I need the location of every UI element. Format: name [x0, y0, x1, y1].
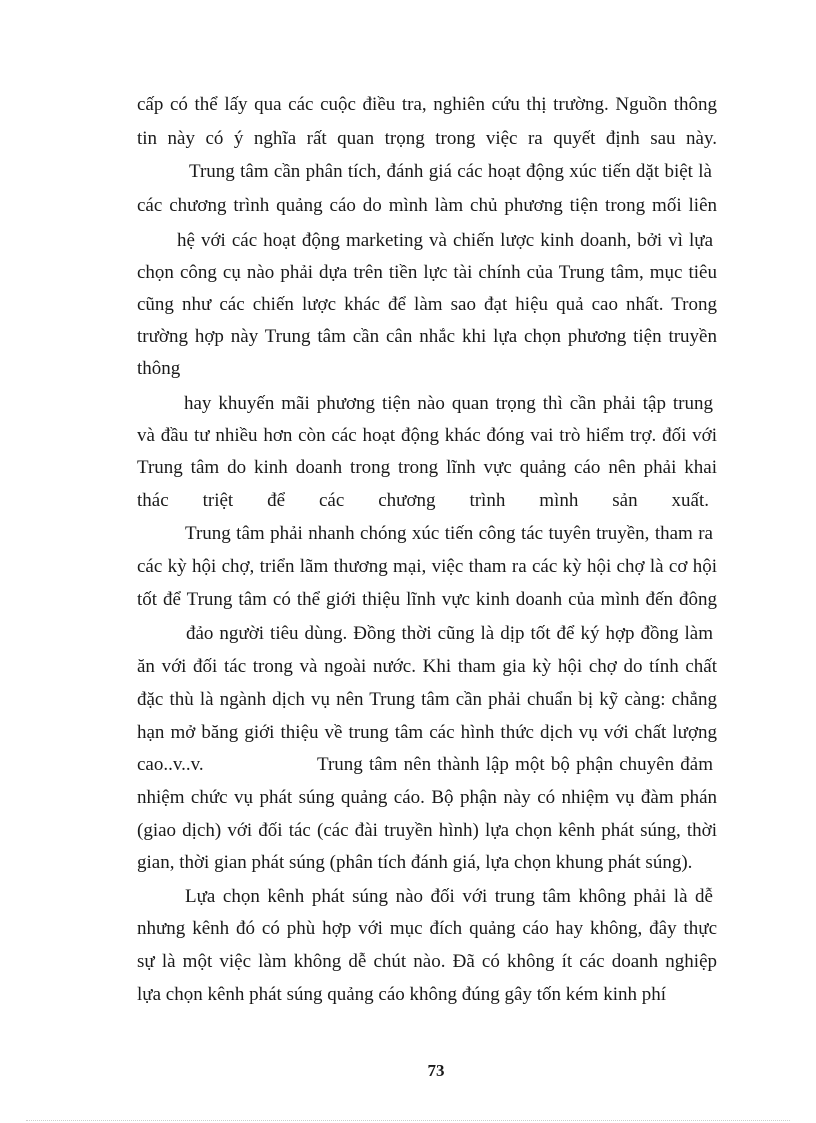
text-line: thác triệt để các chương trình mình sản xuất.	[137, 490, 709, 511]
text-line: đảo người tiêu dùng. Đồng thời cũng là dịp tốt để ký hợp đồng làm	[186, 623, 713, 644]
text-line: Trung tâm nên thành lập một bộ phận chuyên đảm	[317, 754, 713, 775]
text-line: và đầu tư nhiều hơn còn các hoạt động khác đóng vai trò hiểm trợ. đối với	[137, 425, 717, 446]
text-line: tin này có ý nghĩa rất quan trọng trong việc ra quyết định sau này.	[137, 128, 717, 149]
text-line: hệ với các hoạt động marketing và chiến lược kinh doanh, bởi vì lựa	[177, 230, 713, 251]
text-line: Trung tâm cần phân tích, đánh giá các hoạt động xúc tiến dặt biệt là	[189, 161, 712, 182]
text-line: ăn với đối tác trong và ngoài nước. Khi tham gia kỳ hội chợ do tính chất	[137, 656, 717, 677]
text-line: chọn công cụ nào phải dựa trên tiền lực tài chính của Trung tâm, mục tiêu	[137, 262, 717, 283]
text-line: Lựa chọn kênh phát súng nào đối với trung tâm không phải là dễ	[185, 886, 713, 907]
text-line: thông	[137, 358, 181, 379]
text-line: đặc thù là ngành dịch vụ nên Trung tâm cần phải chuẩn bị kỹ càng: chẳng	[137, 689, 717, 710]
text-line: Trung tâm phải nhanh chóng xúc tiến công tác tuyên truyền, tham ra	[185, 523, 713, 544]
text-line: hạn mở băng giới thiệu về trung tâm các hình thức dịch vụ với chất lượng	[137, 722, 717, 743]
footer-divider	[26, 1120, 790, 1121]
text-line: gian, thời gian phát súng (phân tích đánh giá, lựa chọn khung phát súng).	[137, 852, 693, 873]
text-line: cao..v..v.	[137, 754, 204, 775]
text-line: cũng như các chiến lược khác để làm sao đạt hiệu quả cao nhất. Trong	[137, 294, 717, 315]
text-line: (giao dịch) với đối tác (các đài truyền hình) lựa chọn kênh phát súng, thời	[137, 820, 717, 841]
text-line: cấp có thể lấy qua các cuộc điều tra, nghiên cứu thị trường. Nguồn thông	[137, 94, 717, 115]
text-line: các chương trình quảng cáo do mình làm chủ phương tiện trong mối liên	[137, 195, 717, 216]
text-line: nhiệm chức vụ phát súng quảng cáo. Bộ phận này có nhiệm vụ đàm phán	[137, 787, 717, 808]
text-line: nhưng kênh đó có phù hợp với mục đích quảng cáo hay không, đây thực	[137, 918, 717, 939]
text-line: các kỳ hội chợ, triển lãm thương mại, việc tham ra các kỳ hội chợ là cơ hội	[137, 556, 717, 577]
text-line: tốt để Trung tâm có thể giới thiệu lĩnh vực kinh doanh của mình đến đông	[137, 589, 717, 610]
text-line: trường hợp này Trung tâm cần cân nhắc khi lựa chọn phương tiện truyền	[137, 326, 717, 347]
text-line: lựa chọn kênh phát súng quảng cáo không đúng gây tốn kém kinh phí	[137, 984, 667, 1005]
page-number: 73	[427, 1061, 445, 1080]
text-line: sự là một việc làm không dễ chút nào. Đã có không ít các doanh nghiệp	[137, 951, 717, 972]
text-line: Trung tâm do kinh doanh trong trong lĩnh vực quảng cáo nên phải khai	[137, 457, 717, 478]
text-line: hay khuyến mãi phương tiện nào quan trọng thì cần phải tập trung	[184, 393, 713, 414]
